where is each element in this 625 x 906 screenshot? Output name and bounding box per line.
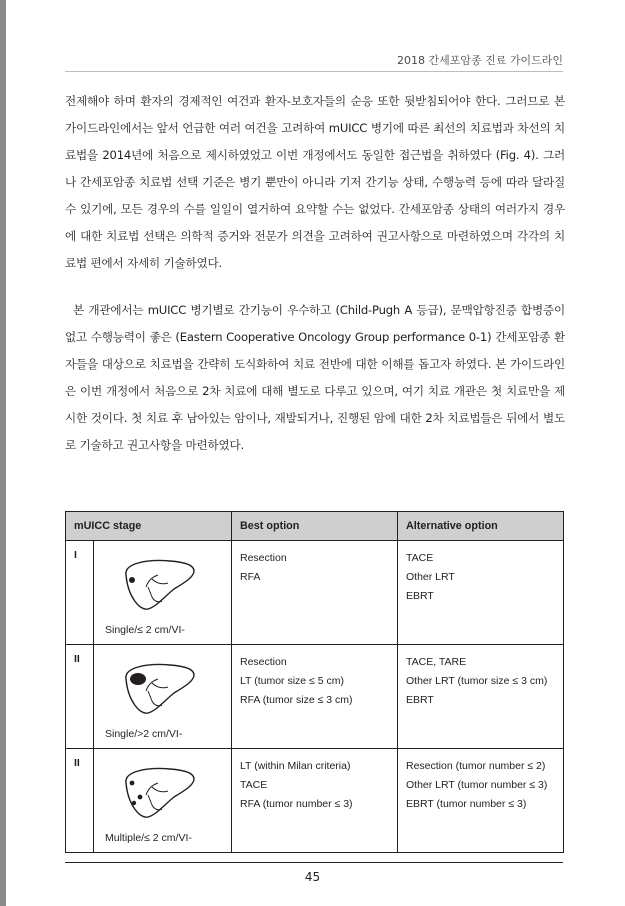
body-paragraph-2: 본 개관에서는 mUICC 병기별로 간기능이 우수하고 (Child-Pugh A 등급), 문맥압항진증 합병증이 없고 수행능력이 좋은 (Eastern Cooperative Oncology Group performance 0-1) 간세포암종 환자들을 대상으로 치료법을 간략히 도식화하여 치료 전반에 대한 이해를 돕고자 하였다. 본 가이드라인은 이번 개정에서 처음으로 2차 치료에 대해 별도로 다루고 있으며, 여기 치료 개관은 첫 치료만을 제시한 것이다. 첫 치료 후 남아있는 암이나, 재발되거나, 진행된 암에 대한 2차 치료법들은 뒤에서 별도로 기술하고 권고사항을 마련하였다. — [65, 303, 565, 452]
stage-number: II — [66, 645, 94, 748]
best-option-item: RFA (tumor number ≤ 3) — [240, 798, 353, 810]
footer-rule — [65, 862, 563, 863]
treatment-by-stage-table — [65, 511, 564, 853]
table-row — [66, 749, 564, 853]
header-alternative-option: Alternative option — [398, 512, 564, 541]
alternative-option-item: TACE — [406, 552, 434, 564]
table-row — [66, 645, 564, 749]
liver-single-small-tumor-icon — [118, 553, 198, 613]
table-row — [66, 541, 564, 645]
best-option-item: RFA — [240, 571, 261, 583]
alternative-option-item: Other LRT — [406, 571, 455, 583]
stage-description: Single/>2 cm/VI- — [105, 728, 183, 740]
stage-cell — [66, 749, 232, 853]
body-paragraph-1: 전제해야 하며 환자의 경제적인 여건과 환자-보호자들의 순응 또한 뒷받침되어야 한다. 그러므로 본 가이드라인에서는 앞서 언급한 여러 여건을 고려하여 mUICC 병기에 따른 최선의 치료법과 차선의 치료법을 2014년에 처음으로 제시하였었고 이번 개정에서도 동일한 접근법을 취하였다 (Fig. 4). 그러나 간세포암종 치료법 선택 기준은 병기 뿐만이 아니라 기저 간기능 상태, 수행능력 등에 따라 달라질 수 있기에, 모든 경우의 수를 일일이 열거하여 요약할 수는 없었다. 간세포암종 상태의 여러가지 경우에 대한 치료법 선택은 의학적 증거와 전문가 의견을 고려하여 권고사항으로 마련하였으며 각각의 치료법 편에서 자세히 기술하였다. — [65, 94, 565, 270]
best-option-item: TACE — [240, 779, 268, 791]
stage-description: Single/≤ 2 cm/VI- — [105, 624, 185, 636]
best-option-cell — [232, 541, 398, 645]
header-best-option: Best option — [232, 512, 398, 541]
best-option-item: Resection — [240, 552, 287, 564]
page-edge-bar — [0, 0, 6, 906]
alternative-option-item: EBRT — [406, 590, 434, 602]
header-muicc-stage: mUICC stage — [66, 512, 232, 541]
alternative-option-item: Other LRT (tumor size ≤ 3 cm) — [406, 675, 548, 687]
liver-multiple-small-tumors-icon — [118, 761, 198, 821]
alternative-option-cell — [398, 645, 564, 749]
alternative-option-cell — [398, 749, 564, 853]
best-option-item: RFA (tumor size ≤ 3 cm) — [240, 694, 353, 706]
stage-number: I — [66, 541, 94, 644]
best-option-cell — [232, 749, 398, 853]
alternative-option-item: EBRT (tumor number ≤ 3) — [406, 798, 527, 810]
alternative-option-cell — [398, 541, 564, 645]
stage-cell — [66, 541, 232, 645]
alternative-option-item: TACE, TARE — [406, 656, 467, 668]
best-option-item: LT (within Milan criteria) — [240, 760, 351, 772]
alternative-option-item: EBRT — [406, 694, 434, 706]
stage-number: II — [66, 749, 94, 852]
best-option-item: Resection — [240, 656, 287, 668]
stage-cell — [66, 645, 232, 749]
table-header-row — [66, 512, 564, 541]
best-option-item: LT (tumor size ≤ 5 cm) — [240, 675, 344, 687]
page-number: 45 — [304, 870, 321, 884]
running-header: 2018 간세포암종 진료 가이드라인 — [397, 54, 563, 67]
stage-description: Multiple/≤ 2 cm/VI- — [105, 832, 192, 844]
liver-single-large-tumor-icon — [118, 657, 198, 717]
best-option-cell — [232, 645, 398, 749]
header-rule — [65, 71, 563, 72]
alternative-option-item: Resection (tumor number ≤ 2) — [406, 760, 546, 772]
alternative-option-item: Other LRT (tumor number ≤ 3) — [406, 779, 548, 791]
